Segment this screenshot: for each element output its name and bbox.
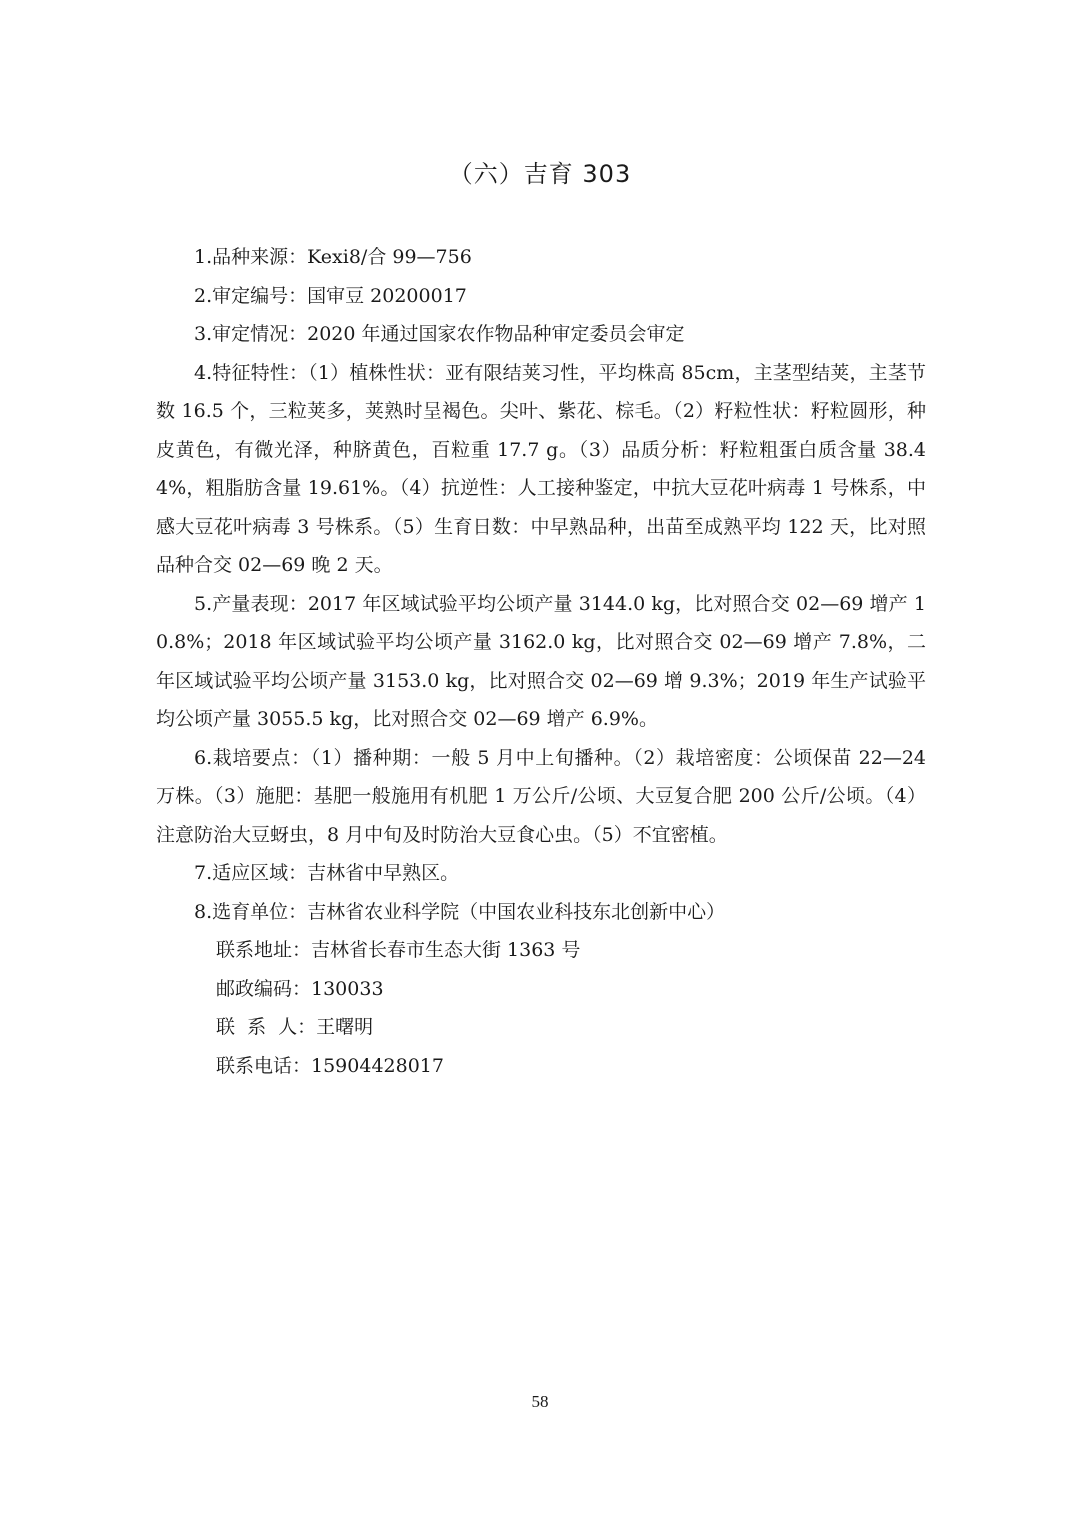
variety-description	[156, 238, 926, 1085]
contact-postcode: 邮政编码：130033	[216, 977, 384, 1000]
contact-person: 联 系 人：王曙明	[216, 1016, 374, 1038]
cultivation-points: 6.栽培要点：（1）播种期：一般 5 月中上旬播种。（2）栽培密度：公顷保苗 22—24 万株。（3）施肥：基肥一般施用有机肥 1 万公斤/公顷、大豆复合肥 200 公斤/公顷。（4）注意防治大豆蚜虫，8 月中旬及时防治大豆食心虫。（5）不宜密植。	[156, 746, 926, 846]
yield-performance: 5.产量表现：2017 年区域试验平均公顷产量 3144.0 kg，比对照合交 02—69 增产 10.8%；2018 年区域试验平均公顷产量 3162.0 kg，比对照合交 02—69 增产 7.8%，二年区域试验平均公顷产量 3153.0 kg，比对照合交 02—69 增 9.3%；2019 年生产试验平均公顷产量 3055.5 kg，比对照合交 02—69 增产 6.9%。	[156, 592, 926, 730]
approval-status: 3.审定情况：2020 年通过国家农作物品种审定委员会审定	[194, 323, 685, 345]
page-number: 58	[531, 1392, 549, 1411]
contact-phone: 联系电话：15904428017	[216, 1054, 444, 1077]
page-title: （六）吉育 303	[448, 160, 632, 188]
contact-address: 联系地址：吉林省长春市生态大街 1363 号	[216, 939, 581, 961]
breeding-unit: 8.选育单位：吉林省农业科学院（中国农业科技东北创新中心）	[194, 900, 726, 923]
variety-source: 1.品种来源：Kexi8/合 99—756	[194, 246, 472, 268]
characteristics: 4.特征特性：（1）植株性状：亚有限结荚习性，平均株高 85cm，主茎型结荚，主茎节数 16.5 个，三粒荚多，荚熟时呈褐色。尖叶、紫花、棕毛。（2）籽粒性状：籽粒圆形，种皮黄色，有微光泽，种脐黄色，百粒重 17.7 g。（3）品质分析：籽粒粗蛋白质含量 38.44%，粗脂肪含量 19.61%。（4）抗逆性：人工接种鉴定，中抗大豆花叶病毒 1 号株系，中感大豆花叶病毒 3 号株系。（5）生育日数：中早熟品种，出苗至成熟平均 122 天，比对照品种合交 02—69 晚 2 天。	[156, 361, 926, 576]
approval-number: 2.审定编号：国审豆 20200017	[194, 284, 467, 307]
suitable-region: 7.适应区域：吉林省中早熟区。	[194, 862, 460, 884]
